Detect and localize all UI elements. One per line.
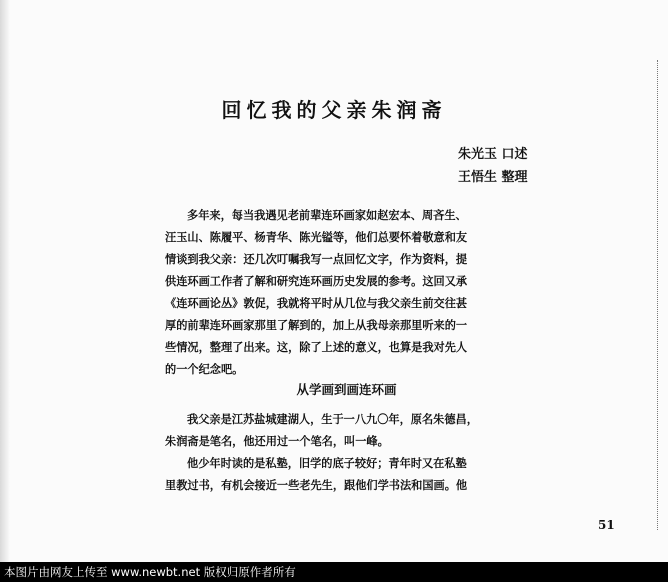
page-number: 51	[598, 518, 615, 532]
text-line: 些情况，整理了出来。这，除了上述的意义，也算是我对先人	[165, 340, 468, 354]
body-paragraph	[165, 408, 555, 452]
author-narrator: 朱光玉 口述	[458, 147, 528, 162]
text-line: 他少年时读的是私塾，旧学的底子较好；青年时又在私塾	[187, 456, 467, 470]
text-line: 情谈到我父亲：还几次叮嘱我写一点回忆文字，作为资料，提	[165, 252, 468, 266]
intro-paragraph	[165, 204, 555, 380]
text-line: 朱润斋是笔名，他还用过一个笔名，叫一峰。	[165, 434, 389, 448]
watermark-bar: 本图片由网友上传至 www.newbt.net 版权归原作者所有	[0, 562, 668, 582]
text-line: 汪玉山、陈履平、杨青华、陈光镒等，他们总要怀着敬意和友	[165, 230, 468, 244]
page-edge	[657, 60, 660, 530]
text-line: 《连环画论丛》敦促，我就将平时从几位与我父亲生前交往甚	[165, 296, 468, 310]
text-line: 多年来，每当我遇见老前辈连环画家如赵宏本、周吝生、	[187, 208, 467, 222]
text-line: 厚的前辈连环画家那里了解到的，加上从我母亲那里听来的一	[165, 318, 468, 332]
author-editor: 王悟生 整理	[458, 170, 528, 185]
article-title: 回忆我的父亲朱润斋	[221, 98, 447, 122]
text-line: 供连环画工作者了解和研究连环画历史发展的参考。这回又承	[165, 274, 468, 288]
section-heading: 从学画到画连环画	[296, 382, 397, 397]
body-paragraph	[165, 452, 555, 496]
text-line: 的一个纪念吧。	[165, 362, 244, 376]
text-line: 我父亲是江苏盐城建湖人，生于一八九〇年，原名朱德昌，	[187, 412, 478, 426]
page-spine-shadow	[0, 0, 10, 562]
text-line: 里教过书，有机会接近一些老先生，跟他们学书法和国画。他	[165, 478, 468, 492]
